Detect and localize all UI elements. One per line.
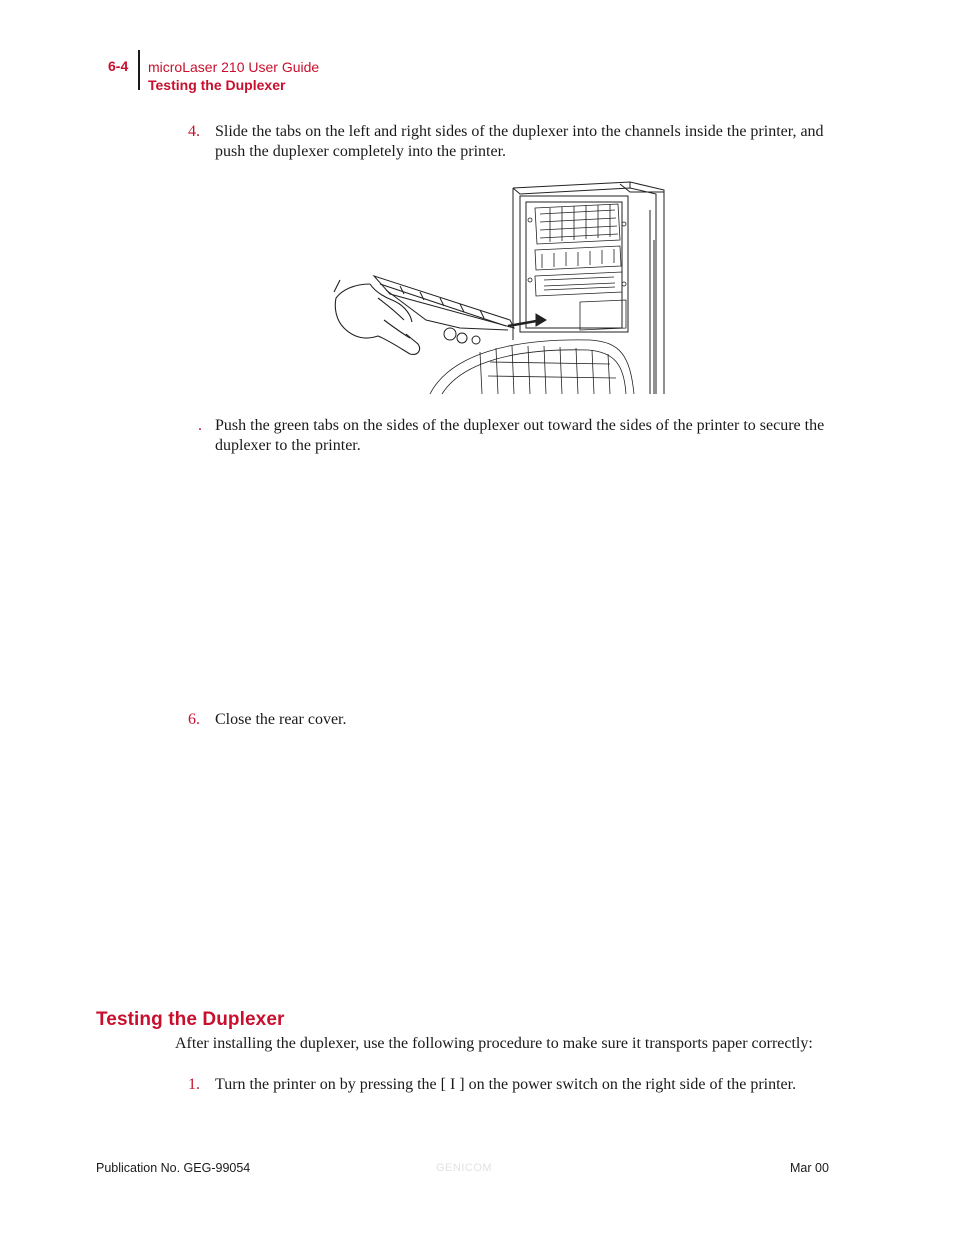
step-item — [188, 122, 828, 162]
header-divider — [138, 50, 140, 90]
step-text: Close the rear cover. — [215, 711, 347, 728]
step-number: 1. — [188, 1076, 200, 1093]
guide-title: microLaser 210 User Guide — [148, 59, 320, 75]
step-item — [188, 416, 828, 456]
publication-date: Mar 00 — [790, 1161, 829, 1175]
step-text: Slide the tabs on the left and right sides of the duplexer into the channels inside the printer, and push the duplexer completely into the printer. — [215, 123, 824, 160]
step-number: . — [198, 417, 202, 434]
step-text: Turn the printer on by pressing the [ I ] on the power switch on the right side of the printer. — [215, 1076, 797, 1093]
step-item — [188, 1075, 848, 1095]
duplexer-installation-illustration — [330, 180, 666, 396]
section-heading: Testing the Duplexer — [96, 1009, 285, 1030]
brand-watermark: GENICOM — [436, 1162, 493, 1174]
section-intro: After installing the duplexer, use the following procedure to make sure it transports paper correctly: — [175, 1035, 813, 1052]
publication-number: Publication No. GEG-99054 — [96, 1161, 251, 1175]
page-number: 6-4 — [108, 58, 129, 74]
header-section-title: Testing the Duplexer — [148, 77, 286, 93]
step-item — [188, 710, 828, 730]
step-number: 4. — [188, 123, 200, 140]
step-number: 6. — [188, 711, 200, 728]
step-text: Push the green tabs on the sides of the duplexer out toward the sides of the printer to secure the duplexer to the printer. — [215, 417, 825, 454]
